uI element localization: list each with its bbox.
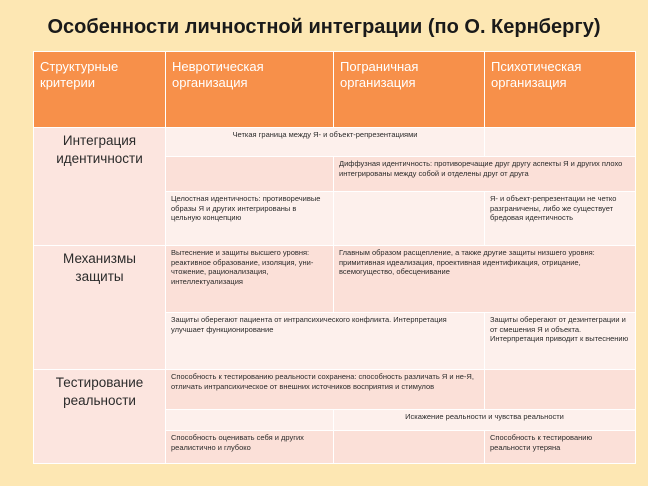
table-row [34, 246, 636, 313]
header-borderline: Пограничная организация [334, 52, 485, 128]
table-row [34, 128, 636, 157]
cell-empty [166, 410, 334, 431]
header-criteria: Структурные критерии [34, 52, 166, 128]
cell-empty [166, 157, 334, 192]
cell-identity-boundary: Четкая граница между Я- и объект-репрезентациями [166, 128, 485, 157]
cell-reality-lost: Способность к тестированию реальности утеряна [485, 431, 636, 464]
cell-identity-diffuse: Диффузная идентичность: противоречащие друг другу аспекты Я и других плохо интегрированы между собой и отделены друг от друга [334, 157, 636, 192]
cell-defense-protect-disintegration: Защиты оберегают от дезинтеграции и от смешения Я и объекта. Интерпретация приводит к вытеснению [485, 313, 636, 370]
criterion-reality: Тестирование реальности [34, 370, 166, 464]
cell-empty [485, 128, 636, 157]
integration-table [33, 51, 636, 464]
cell-empty [485, 370, 636, 410]
cell-empty [334, 192, 485, 246]
cell-identity-psychotic: Я- и объект-репрезентации не четко разграничены, либо же существует бредовая идентичность [485, 192, 636, 246]
header-neurotic: Невротическая организация [166, 52, 334, 128]
cell-reality-preserved: Способность к тестированию реальности сохранена: способность различать Я и не-Я, отличать интрапсихическое от внешних источников восприятия и стимулов [166, 370, 485, 410]
cell-empty [334, 431, 485, 464]
header-psychotic: Психотическая организация [485, 52, 636, 128]
slide-title: Особенности личностной интеграции (по О. Кернбергу) [47, 16, 601, 38]
cell-identity-neurotic: Целостная идентичность: противоречивые образы Я и других интегрированы в цельную концепцию [166, 192, 334, 246]
criterion-identity: Интеграция идентичности [34, 128, 166, 246]
cell-defense-neurotic: Вытеснение и защиты высшего уровня: реактивное образование, изоляция, уни-чтожение, рационализация, интеллектуализация [166, 246, 334, 313]
cell-defense-borderline: Главным образом расщепление, а также другие защиты низшего уровня: примитивная идеализация, проективная идентификация, отрицание, всемогущество, обесценивание [334, 246, 636, 313]
criterion-defense: Механизмы защиты [34, 246, 166, 370]
table-row [34, 370, 636, 410]
cell-reality-distortion: Искажение реальности и чувства реальности [334, 410, 636, 431]
header-row [34, 52, 636, 128]
cell-defense-protect-conflict: Защиты оберегают пациента от интрапсихического конфликта. Интерпретация улучшает функционирование [166, 313, 485, 370]
cell-reality-realistic: Способность оценивать себя и других реалистично и глубоко [166, 431, 334, 464]
